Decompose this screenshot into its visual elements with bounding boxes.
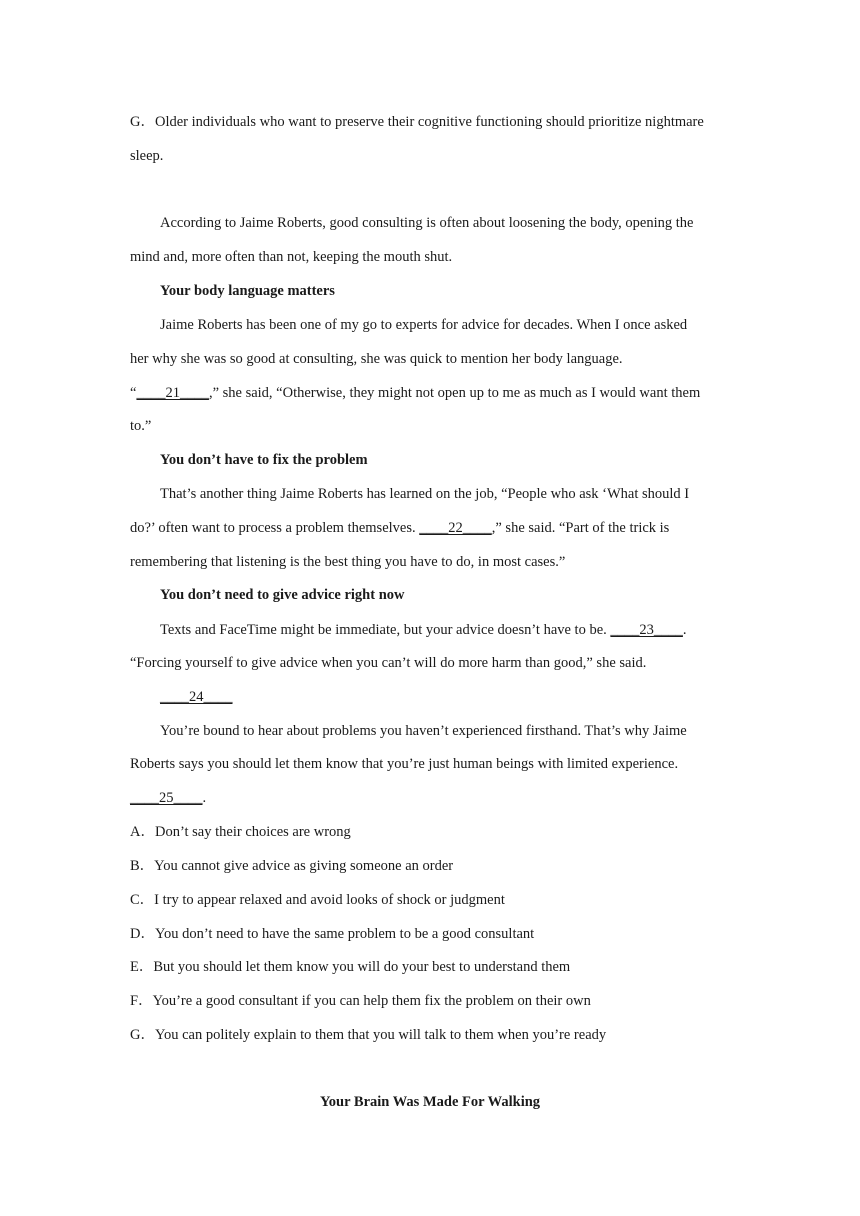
prev-option-g-line1: G．Older individuals who want to preserve their cognitive functioning should prioritize nightmare bbox=[130, 114, 704, 130]
section1-line4: to.” bbox=[130, 418, 152, 434]
section4-line1: You’re bound to hear about problems you haven’t experienced firsthand. That’s why Jaime bbox=[160, 723, 687, 739]
section4-heading bbox=[160, 687, 730, 707]
blank-21: ____21____ bbox=[136, 385, 209, 401]
section4-line3 bbox=[130, 788, 730, 808]
section3-line1-post: . bbox=[682, 622, 687, 638]
intro-line2: mind and, more often than not, keeping the mouth shut. bbox=[130, 249, 453, 265]
section2-heading: You don’t have to fix the problem bbox=[160, 452, 368, 468]
section3-line1 bbox=[160, 620, 730, 640]
section2-line2-pre: do?’ often want to process a problem themselves. bbox=[130, 520, 420, 536]
blank-22: ____22____ bbox=[419, 520, 492, 536]
section4-line3-post: . bbox=[202, 790, 207, 806]
option-e: E．But you should let them know you will do your best to understand them bbox=[130, 959, 571, 975]
option-a: A．Don’t say their choices are wrong bbox=[130, 824, 351, 840]
section2-line1: That’s another thing Jaime Roberts has learned on the job, “People who ask ‘What should I bbox=[160, 486, 690, 502]
option-d: D．You don’t need to have the same problem to be a good consultant bbox=[130, 926, 535, 942]
section2-line3: remembering that listening is the best thing you have to do, in most cases.” bbox=[130, 554, 566, 570]
blank-23: ____23____ bbox=[610, 622, 683, 638]
section2-line2-post: ,” she said. “Part of the trick is bbox=[491, 520, 670, 536]
blank-25: ____25____ bbox=[130, 790, 203, 806]
section1-heading: Your body language matters bbox=[160, 283, 335, 299]
section1-line3-post: ,” she said, “Otherwise, they might not open up to me as much as I would want them bbox=[208, 385, 701, 401]
blank-24: ____24____ bbox=[160, 689, 233, 705]
section4-line2: Roberts says you should let them know that you’re just human beings with limited experience. bbox=[130, 756, 679, 772]
option-f: F．You’re a good consultant if you can help them fix the problem on their own bbox=[130, 993, 591, 1009]
section1-line1: Jaime Roberts has been one of my go to experts for advice for decades. When I once asked bbox=[160, 317, 688, 333]
option-c: C．I try to appear relaxed and avoid looks of shock or judgment bbox=[130, 892, 505, 908]
prev-option-g-line2: sleep. bbox=[130, 148, 164, 164]
section1-line3-pre: “ bbox=[130, 385, 137, 401]
section2-line2 bbox=[130, 518, 730, 538]
next-passage-title: Your Brain Was Made For Walking bbox=[319, 1094, 541, 1110]
section1-line3 bbox=[130, 383, 730, 403]
section3-line1-pre: Texts and FaceTime might be immediate, but your advice doesn’t have to be. bbox=[160, 622, 611, 638]
option-b: B．You cannot give advice as giving someone an order bbox=[130, 858, 454, 874]
section3-heading: You don’t need to give advice right now bbox=[160, 587, 405, 603]
section3-line2: “Forcing yourself to give advice when you can’t will do more harm than good,” she said. bbox=[130, 655, 647, 671]
section1-line2: her why she was so good at consulting, she was quick to mention her body language. bbox=[130, 351, 623, 367]
option-g: G．You can politely explain to them that you will talk to them when you’re ready bbox=[130, 1027, 607, 1043]
intro-line1: According to Jaime Roberts, good consulting is often about loosening the body, opening the bbox=[160, 215, 694, 231]
